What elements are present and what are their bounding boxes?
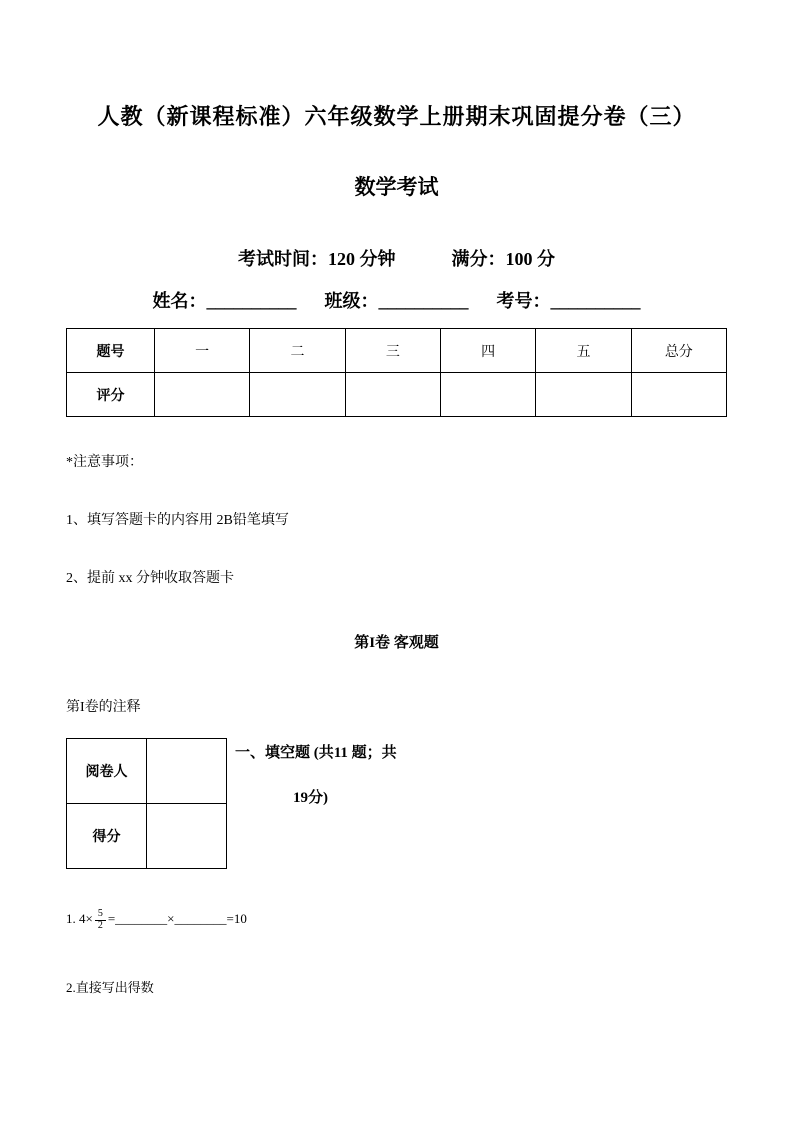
score-cell-empty <box>440 373 535 417</box>
reviewer-cell-empty <box>147 739 227 804</box>
column-header: 四 <box>440 329 535 373</box>
note-item-2: 2、提前 xx 分钟收取答题卡 <box>66 571 234 586</box>
score-summary-table <box>66 328 727 417</box>
column-header: 三 <box>345 329 440 373</box>
reviewer-label: 阅卷人 <box>67 739 147 804</box>
name-field-label: 姓名：__________ <box>152 291 297 311</box>
full-score-label: 满分：100 分 <box>451 249 555 269</box>
section1-note: 第I卷的注释 <box>66 700 141 715</box>
part1-title <box>235 746 475 806</box>
page-content <box>0 100 793 996</box>
column-header: 总分 <box>631 329 726 373</box>
exam-no-field-label: 考号：__________ <box>496 291 641 311</box>
score-cell-empty <box>155 373 250 417</box>
score-cell-empty <box>147 804 227 869</box>
page-subtitle: 数学考试 <box>354 175 439 199</box>
question-1-suffix: =________×________=10 <box>107 910 247 926</box>
column-header: 二 <box>250 329 345 373</box>
note-item-1: 1、填写答题卡的内容用 2B铅笔填写 <box>66 513 289 528</box>
table-row <box>67 373 727 417</box>
table-row <box>67 329 727 373</box>
score-row-header: 评分 <box>67 373 155 417</box>
fraction-numerator: 5 <box>95 909 106 921</box>
exam-time-label: 考试时间：120 分钟 <box>238 249 396 269</box>
table-row <box>67 739 227 804</box>
grader-table <box>66 738 227 869</box>
score-cell-empty <box>536 373 631 417</box>
question-2: 2.直接写出得数 <box>66 980 154 995</box>
table-row <box>67 804 227 869</box>
question-1-prefix: 1. 4× <box>66 910 93 926</box>
exam-info-row <box>66 245 727 271</box>
score-cell-empty <box>345 373 440 417</box>
notes-title: *注意事项： <box>66 455 143 470</box>
question-number-header: 题号 <box>67 329 155 373</box>
column-header: 五 <box>536 329 631 373</box>
grader-block <box>66 738 727 869</box>
fraction-denominator: 2 <box>97 919 103 931</box>
student-info-row <box>66 287 727 313</box>
class-field-label: 班级：__________ <box>324 291 469 311</box>
column-header: 一 <box>155 329 250 373</box>
fraction-five-halves <box>95 909 106 931</box>
part1-title-line1: 一、填空题 (共11 题；共 <box>235 745 397 761</box>
part1-title-line2: 19分) <box>293 790 328 806</box>
page-title: 人教（新课程标准）六年级数学上册期末巩固提分卷（三） <box>97 104 696 129</box>
score-label: 得分 <box>67 804 147 869</box>
question-1 <box>66 909 727 931</box>
score-cell-empty <box>250 373 345 417</box>
score-cell-empty <box>631 373 726 417</box>
section1-header: 第I卷 客观题 <box>354 635 439 651</box>
